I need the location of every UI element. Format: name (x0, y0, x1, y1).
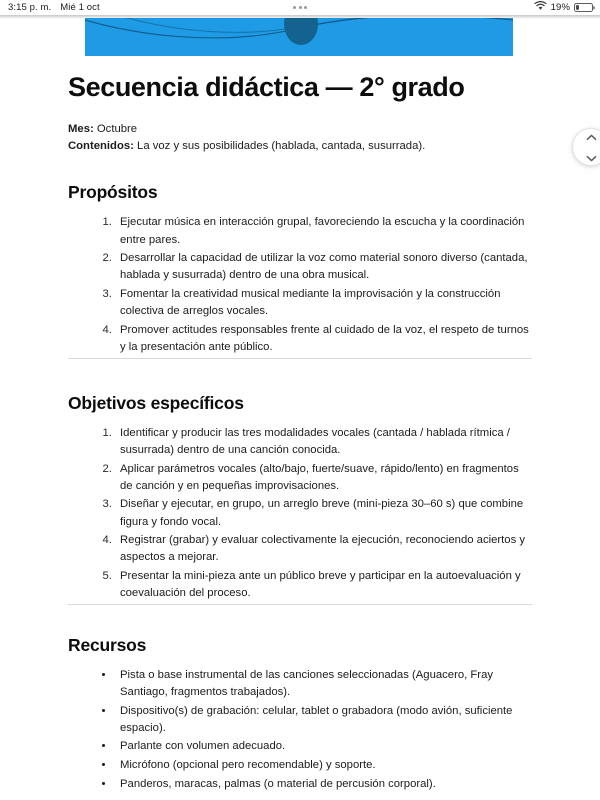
wifi-icon (534, 1, 547, 14)
meta-month-value: Octubre (96, 123, 138, 136)
section-heading-propositos: Propósitos (68, 182, 158, 203)
page-title: Secuencia didáctica — 2° grado (68, 72, 465, 102)
meta-month-label: Mes: (68, 123, 94, 136)
list-item: • Pista o base instrumental de las canciones seleccionadas (Aguacero, Fray Santiago, fragmentos trabajados). (115, 667, 532, 701)
meta-contents-label: Contenidos: (68, 139, 134, 152)
section-divider (68, 358, 532, 359)
status-bar-right (534, 1, 593, 14)
list-item: 3. Diseñar y ejecutar, en grupo, un arreglo breve (mini-pieza 30–60 s) que combine figura y fondo vocal. (115, 496, 532, 530)
list-item: 1. Ejecutar música en interacción grupal, favoreciendo la escucha y la coordinación entre pares. (115, 214, 532, 248)
section-divider (68, 604, 532, 605)
three-dots-icon (304, 6, 307, 9)
list-item: • Panderos, maracas, palmas (o material de percusión corporal). (115, 776, 532, 793)
chevron-down-icon[interactable] (586, 149, 597, 167)
status-bar (0, 0, 600, 15)
status-date: Mié 1 oct (60, 2, 100, 13)
battery-icon (574, 3, 593, 13)
list-item: 5. Presentar la mini-pieza ante un público breve y participar en la autoevaluación y coevaluación del proceso. (115, 568, 532, 602)
document-content (0, 15, 600, 794)
battery-percent-label: 19% (550, 2, 570, 13)
three-dots-icon (293, 6, 296, 9)
list-item: • Parlante con volumen adecuado. (115, 738, 532, 755)
document-meta (68, 121, 532, 154)
status-time: 3:15 p. m. (8, 2, 52, 13)
list-objetivos (68, 425, 532, 603)
three-dots-icon (299, 6, 302, 9)
meta-month-row (68, 121, 532, 138)
list-item: 2. Aplicar parámetros vocales (alto/bajo, fuerte/suave, rápido/lento) en fragmentos de canción y en pequeñas improvisaciones. (115, 461, 532, 495)
chevron-up-icon[interactable] (586, 128, 597, 146)
meta-contents-value: La voz y sus posibilidades (hablada, cantada, susurrada). (137, 139, 426, 152)
list-item: • Micrófono (opcional pero recomendable) y soporte. (115, 757, 532, 774)
list-item: • Dispositivo(s) de grabación: celular, tablet o grabadora (modo avión, suficiente espacio). (115, 703, 532, 737)
status-bar-left (8, 2, 100, 13)
section-heading-objetivos: Objetivos específicos (68, 392, 244, 413)
list-item: 2. Desarrollar la capacidad de utilizar la voz como material sonoro diverso (cantada, hablada y susurrada) dentro de una obra musical. (115, 250, 532, 284)
document-page (0, 15, 600, 800)
list-recursos (68, 667, 532, 793)
meta-contents-row (68, 138, 532, 155)
list-item: 1. Identificar y producir las tres modalidades vocales (cantada / hablada rítmica / susurrada) dentro de una canción conocida. (115, 425, 532, 459)
list-propositos (68, 214, 532, 356)
list-item: 3. Fomentar la creatividad musical mediante la improvisación y la construcción colectiva de arreglos vocales. (115, 286, 532, 320)
section-heading-recursos: Recursos (68, 634, 147, 655)
list-item: 4. Promover actitudes responsables frente al cuidado de la voz, el respeto de turnos y la presentación ante público. (115, 322, 532, 356)
page-top-shadow (0, 15, 600, 19)
list-item: 4. Registrar (grabar) y evaluar colectivamente la ejecución, reconociendo aciertos y aspectos a mejorar. (115, 532, 532, 566)
